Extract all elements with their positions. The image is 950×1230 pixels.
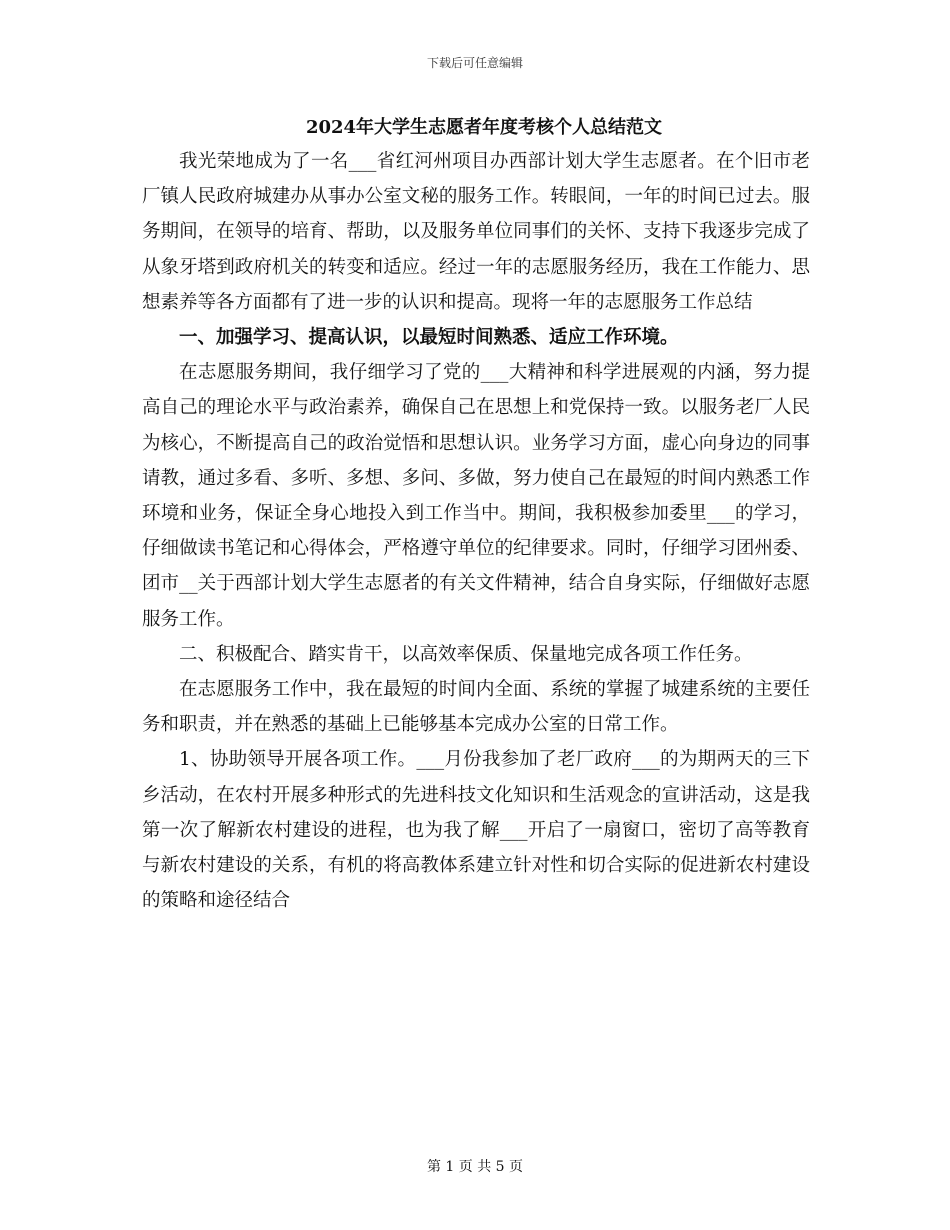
document-title-text: 2024年大学生志愿者年度考核个人总结范文: [305, 117, 663, 138]
paragraph-work: 在志愿服务工作中，我在最短的时间内全面、系统的掌握了城建系统的主要任务和职责，并在熟悉的基础上已能够基本完成办公室的日常工作。: [142, 679, 810, 736]
document-body: [142, 112, 810, 918]
page-number: 第 1 页 共 5 页: [426, 1159, 524, 1175]
page-header-note: 下载后可任意编辑: [426, 56, 523, 70]
section-heading-2: 二、积极配合、踏实肯干，以高效率保质、保量地完成各项工作任务。: [179, 643, 753, 665]
paragraph-intro: 我光荣地成为了一名___省红河州项目办西部计划大学生志愿者。在个旧市老厂镇人民政府城建办从事办公室文秘的服务工作。转眼间，一年的时间已过去。服务期间，在领导的培育、帮助，以及服务单位同事们的关怀、支持下我逐步完成了从象牙塔到政府机关的转变和适应。经过一年的志愿服务经历，我在工作能力、思想素养等各方面都有了进一步的认识和提高。现将一年的志愿服务工作总结: [142, 151, 810, 313]
section-heading-1: 一、加强学习、提高认识，以最短时间熟悉、适应工作环境。: [179, 327, 679, 349]
paragraph-item-1: 1、协助领导开展各项工作。___月份我参加了老厂政府___的为期两天的三下乡活动，在农村开展多种形式的先进科技文化知识和生活观念的宣讲活动，这是我第一次了解新农村建设的进程，也为我了解___开启了一扇窗口，密切了高等教育与新农村建设的关系，有机的将高教体系建立针对性和切合实际的促进新农村建设的策略和途径结合: [142, 749, 810, 912]
paragraph-study: 在志愿服务期间，我仔细学习了党的___大精神和科学进展观的内涵，努力提高自己的理论水平与政治素养，确保自己在思想上和党保持一致。以服务老厂人民为核心，不断提高自己的政治觉悟和思想认识。业务学习方面，虚心向身边的同事请教，通过多看、多听、多想、多问、多做，努力使自己在最短的时间内熟悉工作环境和业务，保证全身心地投入到工作当中。期间，我积极参加委里___的学习，仔细做读书笔记和心得体会，严格遵守单位的纪律要求。同时，仔细学习团州委、团市__关于西部计划大学生志愿者的有关文件精神，结合自身实际，仔细做好志愿服务工作。: [142, 362, 810, 630]
document-title: [142, 112, 810, 144]
